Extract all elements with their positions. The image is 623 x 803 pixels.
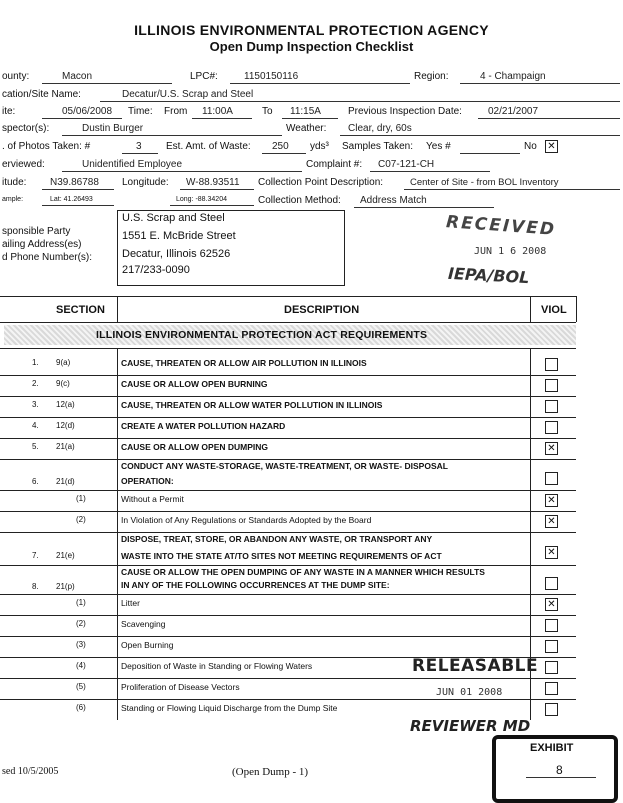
violation-checkbox[interactable] xyxy=(545,682,558,695)
row-description: Litter xyxy=(121,598,140,608)
responsible-line-4: 217/233-0090 xyxy=(122,264,190,276)
row-section: (3) xyxy=(76,640,86,649)
violation-checkbox[interactable] xyxy=(545,619,558,632)
row-description: Open Burning xyxy=(121,640,174,650)
interviewed-value: Unidentified Employee xyxy=(82,159,183,170)
samples-label: Samples Taken: xyxy=(342,141,413,152)
form-title: Open Dump Inspection Checklist xyxy=(209,39,414,54)
row-description-continued: IN ANY OF THE FOLLOWING OCCURRENCES AT THE DUMP SITE: xyxy=(121,580,390,590)
row-section: (2) xyxy=(76,515,86,524)
responsible-label-3: d Phone Number(s): xyxy=(2,252,93,263)
iepa-bol-stamp: IEPA/BOL xyxy=(447,263,530,288)
row-section: (1) xyxy=(76,494,86,503)
exhibit-number: 8 xyxy=(556,763,563,777)
row-description: Standing or Flowing Liquid Discharge from the Dump Site xyxy=(121,703,338,713)
latitude-value: N39.86788 xyxy=(50,177,99,188)
row-section: 21(p) xyxy=(56,582,75,591)
row-section: (5) xyxy=(76,682,86,691)
time-from-value: 11:00A xyxy=(202,106,233,117)
table-row xyxy=(0,438,576,459)
county-value: Macon xyxy=(62,71,93,82)
row-description: DISPOSE, TREAT, STORE, OR ABANDON ANY WASTE, OR TRANSPORT ANY xyxy=(121,534,433,544)
longitude-value: W-88.93511 xyxy=(186,177,240,188)
row-number: 6. xyxy=(32,477,39,486)
sample-long: Long: -88.34204 xyxy=(176,196,227,203)
time-to-label: To xyxy=(262,106,273,117)
responsible-line-1: U.S. Scrap and Steel xyxy=(122,212,225,224)
row-description: Scavenging xyxy=(121,619,166,629)
row-number: 3. xyxy=(32,400,39,409)
row-section: 12(d) xyxy=(56,421,75,430)
site-label: cation/Site Name: xyxy=(2,89,81,100)
row-description: CAUSE, THREATEN OR ALLOW AIR POLLUTION IN ILLINOIS xyxy=(121,358,367,368)
table-row xyxy=(0,354,576,375)
region-value: 4 - Champaign xyxy=(480,71,546,82)
samples-no-checkbox[interactable]: ✕ xyxy=(545,140,558,153)
row-number: 2. xyxy=(32,379,39,388)
row-section: 12(a) xyxy=(56,400,75,409)
row-description-continued: OPERATION: xyxy=(121,476,174,486)
row-description: CAUSE OR ALLOW OPEN BURNING xyxy=(121,379,268,389)
violation-checkbox[interactable]: ✕ xyxy=(545,515,558,528)
violation-checkbox[interactable] xyxy=(545,358,558,371)
time-to-value: 11:15A xyxy=(290,106,321,117)
table-row xyxy=(0,565,576,594)
table-row xyxy=(0,490,576,511)
waste-value: 250 xyxy=(272,141,289,152)
row-number: 1. xyxy=(32,358,39,367)
violation-checkbox[interactable] xyxy=(545,472,558,485)
county-label: ounty: xyxy=(2,71,30,82)
weather-label: Weather: xyxy=(286,123,327,134)
complaint-label: Complaint #: xyxy=(306,159,363,170)
page-label: (Open Dump - 1) xyxy=(232,766,309,778)
row-number: 4. xyxy=(32,421,39,430)
releasable-stamp-text: RELEASABLE xyxy=(412,656,539,676)
latitude-label: itude: xyxy=(2,177,27,188)
reviewer-stamp-text: REVIEWER MD xyxy=(410,717,531,735)
revision-date: sed 10/5/2005 xyxy=(2,766,59,777)
row-description: In Violation of Any Regulations or Standards Adopted by the Board xyxy=(121,515,372,525)
row-description: Without a Permit xyxy=(121,494,184,504)
table-row xyxy=(0,594,576,615)
samples-no-label: No xyxy=(524,141,537,152)
table-row xyxy=(0,375,576,396)
prev-inspection-value: 02/21/2007 xyxy=(488,106,539,117)
row-number: 8. xyxy=(32,582,39,591)
violation-checkbox[interactable]: ✕ xyxy=(545,494,558,507)
row-section: (1) xyxy=(76,598,86,607)
row-section: 9(c) xyxy=(56,379,70,388)
collection-point-value: Center of Site - from BOL Inventory xyxy=(410,177,559,188)
inspector-label: spector(s): xyxy=(2,123,50,134)
row-description: CAUSE, THREATEN OR ALLOW WATER POLLUTION IN ILLINOIS xyxy=(121,400,383,410)
collection-method-value: Address Match xyxy=(360,195,427,206)
table-row xyxy=(0,459,576,490)
waste-unit: yds³ xyxy=(310,141,329,152)
collection-point-label: Collection Point Description: xyxy=(258,177,384,188)
row-section: 21(a) xyxy=(56,442,75,451)
waste-label: Est. Amt. of Waste: xyxy=(166,141,251,152)
releasable-stamp-date: JUN 01 2008 xyxy=(436,687,503,698)
received-stamp-text: RECEIVED xyxy=(445,212,557,240)
responsible-line-3: Decatur, Illinois 62526 xyxy=(122,248,231,260)
table-row xyxy=(0,532,576,565)
collection-method-label: Collection Method: xyxy=(258,195,341,206)
table-row xyxy=(0,615,576,636)
row-section: (6) xyxy=(76,703,86,712)
table-row xyxy=(0,511,576,532)
table-row xyxy=(0,396,576,417)
row-description: CAUSE OR ALLOW OPEN DUMPING xyxy=(121,442,269,452)
violation-checkbox[interactable]: ✕ xyxy=(545,442,558,455)
section-column-header: SECTION xyxy=(56,304,105,316)
table-row xyxy=(0,417,576,438)
exhibit-tag xyxy=(492,735,618,803)
viol-column-header: VIOL xyxy=(541,304,567,316)
row-description: Deposition of Waste in Standing or Flowing Waters xyxy=(121,661,313,671)
row-section: 21(e) xyxy=(56,551,75,560)
region-label: Region: xyxy=(414,71,449,82)
row-description-continued: WASTE INTO THE STATE AT/TO SITES NOT MEETING REQUIREMENTS OF ACT xyxy=(121,551,442,561)
photos-value: 3 xyxy=(136,141,142,152)
responsible-line-2: 1551 E. McBride Street xyxy=(122,230,236,242)
row-description: Proliferation of Disease Vectors xyxy=(121,682,240,692)
violation-checkbox[interactable]: ✕ xyxy=(545,598,558,611)
time-from-label: From xyxy=(164,106,188,117)
row-section: 9(a) xyxy=(56,358,71,367)
exhibit-label: EXHIBIT xyxy=(530,742,574,754)
sample-label: ample: xyxy=(2,196,24,203)
violation-checkbox[interactable] xyxy=(545,379,558,392)
row-section: (2) xyxy=(76,619,86,628)
row-number: 7. xyxy=(32,551,39,560)
description-column-divider xyxy=(117,349,118,720)
photos-label: . of Photos Taken: # xyxy=(2,141,91,152)
violation-checkbox[interactable] xyxy=(545,577,558,590)
responsible-label-2: ailing Address(es) xyxy=(2,239,82,250)
inspector-value: Dustin Burger xyxy=(82,123,144,134)
sample-lat: Lat: 41.26493 xyxy=(50,196,93,203)
agency-title: ILLINOIS ENVIRONMENTAL PROTECTION AGENCY xyxy=(134,22,489,38)
row-section: (4) xyxy=(76,661,86,670)
responsible-label-1: sponsible Party xyxy=(2,226,71,237)
violation-checkbox[interactable] xyxy=(545,703,558,716)
received-stamp-date: JUN 1 6 2008 xyxy=(474,246,547,257)
violation-checkbox[interactable]: ✕ xyxy=(545,546,558,559)
description-column-header: DESCRIPTION xyxy=(284,304,360,316)
violation-checkbox[interactable] xyxy=(545,640,558,653)
time-label: Time: xyxy=(128,106,153,117)
longitude-label: Longitude: xyxy=(122,177,169,188)
lpc-label: LPC#: xyxy=(190,71,218,82)
date-value: 05/06/2008 xyxy=(62,106,113,117)
table-row xyxy=(0,636,576,657)
row-number: 5. xyxy=(32,442,39,451)
complaint-value: C07-121-CH xyxy=(378,159,435,170)
site-value: Decatur/U.S. Scrap and Steel xyxy=(122,89,254,100)
row-description: CAUSE OR ALLOW THE OPEN DUMPING OF ANY WASTE IN A MANNER WHICH RESULTS xyxy=(121,567,485,577)
violation-checkbox[interactable] xyxy=(545,661,558,674)
prev-inspection-label: Previous Inspection Date: xyxy=(348,106,462,117)
act-requirements-banner: ILLINOIS ENVIRONMENTAL PROTECTION ACT REQUIREMENTS xyxy=(96,329,428,341)
lpc-value: 1150150116 xyxy=(244,71,299,82)
samples-yes-label: Yes # xyxy=(426,141,451,152)
row-description: CREATE A WATER POLLUTION HAZARD xyxy=(121,421,286,431)
date-label: ite: xyxy=(2,106,16,117)
row-section: 21(d) xyxy=(56,477,75,486)
violation-checkbox[interactable] xyxy=(545,400,558,413)
weather-value: Clear, dry, 60s xyxy=(348,123,412,134)
row-description: CONDUCT ANY WASTE-STORAGE, WASTE-TREATMENT, OR WASTE- DISPOSAL xyxy=(121,461,448,471)
violation-checkbox[interactable] xyxy=(545,421,558,434)
interviewed-label: erviewed: xyxy=(2,159,45,170)
